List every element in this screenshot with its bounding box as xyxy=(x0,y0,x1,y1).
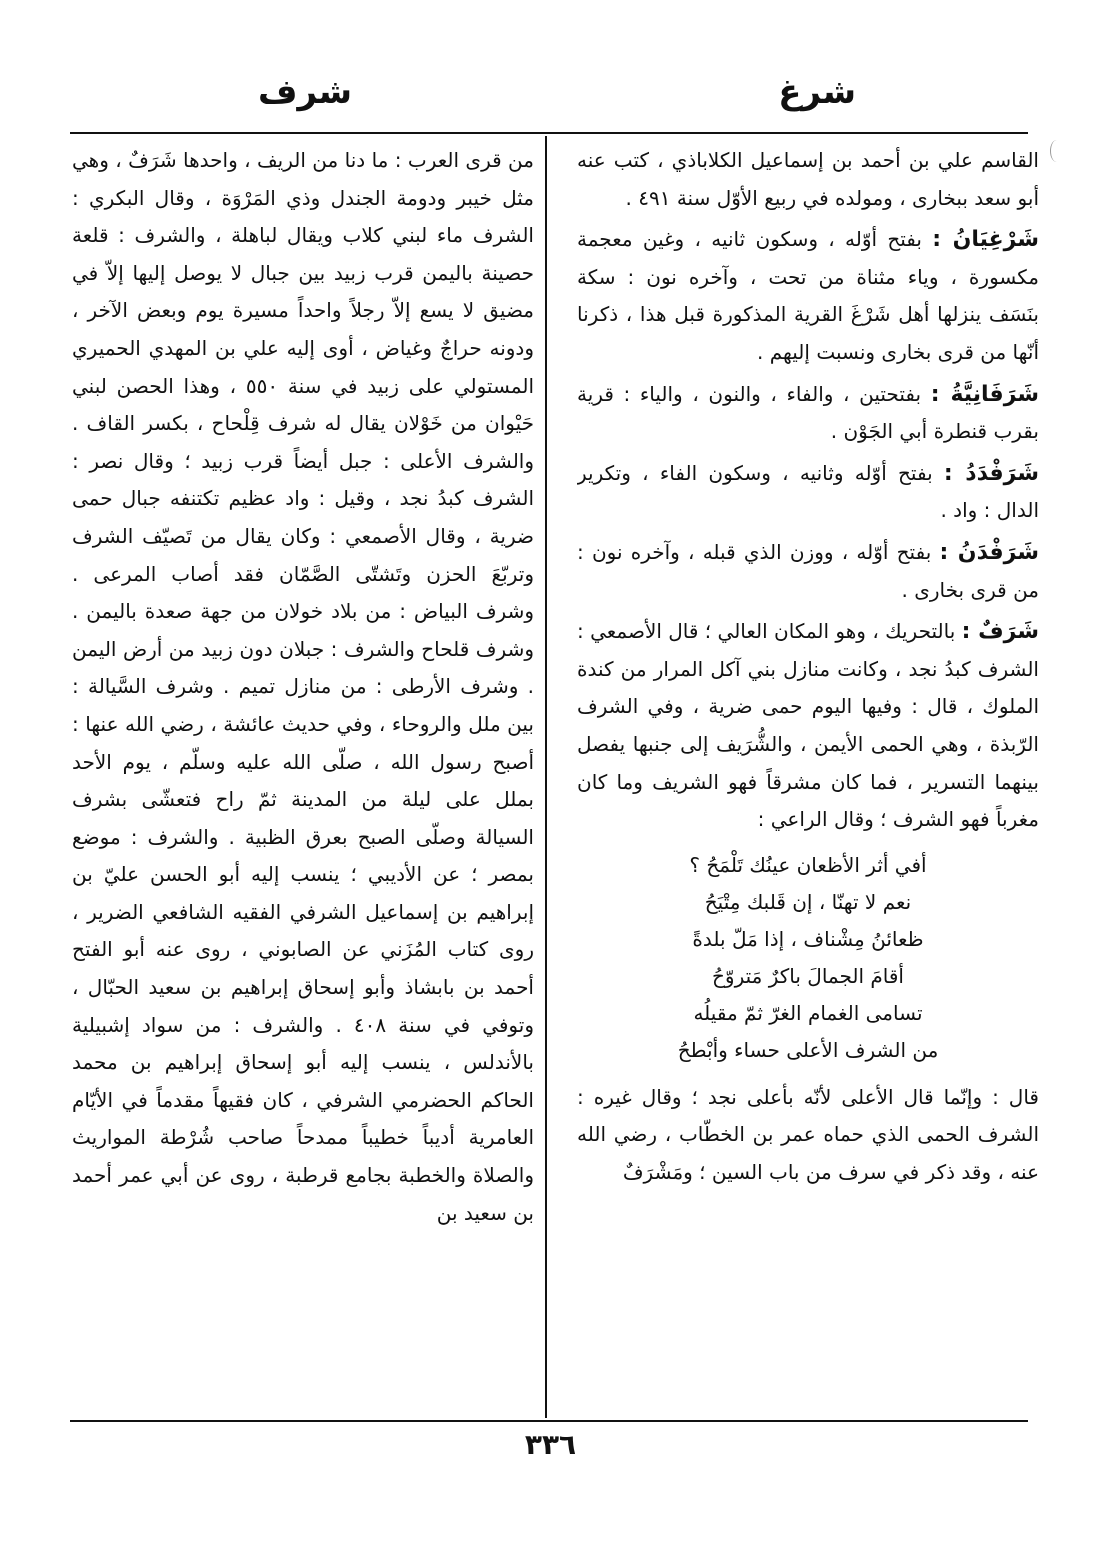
entry-text: بفتح أوّله ، ووزن الذي قبله ، وآخره نون : من قرى بخارى . xyxy=(577,539,1039,602)
margin-mark xyxy=(1050,140,1063,162)
left-column xyxy=(72,142,534,1414)
verse-line: ظعائنُ مِشْناف ، إذا مَلّ بلدةً xyxy=(692,926,924,951)
headword: شَرَفْدَنُ : xyxy=(939,539,1039,565)
entry-sharafdad xyxy=(577,455,1039,530)
page-number: ٣٣٦ xyxy=(524,1428,577,1461)
after-verse-paragraph: قال : وإنّما قال الأعلى لأنّه بأعلى نجد ؛ وقال غيره : الشرف الحمى الذي حماه عمر بن الخطّاب ، رضي الله عنه ، وقد ذكر في سرف من باب السين ؛ ومَشْرَفٌ xyxy=(577,1084,1039,1184)
running-head-right: شرغ xyxy=(778,72,856,112)
column-divider xyxy=(545,136,547,1418)
headword: شَرْغِيَانُ : xyxy=(932,227,1039,253)
headword: شَرَفَانِيَّةُ : xyxy=(930,381,1039,407)
entry-text: بفتح أوّله وثانيه ، وسكون الفاء ، وتكرير الدال : واد . xyxy=(577,460,1039,523)
entry-text: بالتحريك ، وهو المكان العالي ؛ قال الأصمعي : الشرف كبدُ نجد ، وكانت منازل بني آكل المرار من كندة الملوك ، قال : وفيها اليوم حمى ضرية ، وفي الشرف الرّبذة ، وهي الحمى الأيمن ، والشُّرَيف إلى جنبها يفصل بينهما التسرير ، فما كان مشرقاً فهو الشريف وما كان مغرباً فهو الشرف ؛ وقال الراعي : xyxy=(577,619,1039,832)
top-rule xyxy=(70,132,1028,134)
headword: شَرَفْدَدُ : xyxy=(943,460,1039,486)
verse-line: تسامى الغمام الغرّ ثمّ مقيلُه xyxy=(693,1000,923,1025)
entry-text: بفتح أوّله ، وسكون ثانيه ، وغين معجمة مكسورة ، وياء مثناة من تحت ، وآخره نون : سكة بنَسَف ينزلها أهل شَرْغَ القرية المذكورة قبل هذا ، ذكرنا أنّها من قرى بخارى ونسبت إليهم . xyxy=(577,227,1039,364)
bottom-rule xyxy=(70,1420,1028,1422)
verse-line: نعم لا تهنّا ، إن قَلبك مِتْيَحُ xyxy=(704,889,912,914)
verse-line: أقامَ الجمالَ باكرٌ مَتروّحُ xyxy=(712,963,904,988)
entry-sharaf xyxy=(577,613,1039,839)
entry-sharghiyan xyxy=(577,221,1039,371)
right-column xyxy=(577,142,1039,1414)
left-column-text: من قرى العرب : ما دنا من الريف ، واحدها شَرَفٌ ، وهي مثل خيبر ودومة الجندل وذي المَرْوَة ، وقال البكري : الشرف ماء لبني كلاب ويقال لباهلة ، والشرف : قلعة حصينة باليمن قرب زبيد بين جبال لا يوصل إليها إلاّ في مضيق لا يسع إلاّ رجلاً واحداً مسيرة يوم وبعض الآخر ، ودونه حراجٌ وغياض ، أوى إليه علي بن المهدي الحميري المستولي على زبيد في سنة ٥٥٠ ، وهذا الحصن لبني حَيْوان من خَوْلان يقال له شرف قِلْحاح ، بكسر القاف . والشرف الأعلى : جبل أيضاً قرب زبيد ؛ وقال نصر : الشرف كبدُ نجد ، وقيل : واد عظيم تكتنفه جبال حمى ضرية ، وقال الأصمعي : وكان يقال من تَصيّف الشرف وتربّعَ الحزن وتَشتّى الصَّمّان فقد أصاب المرعى . وشرف البياض : من بلاد خولان من جهة صعدة باليمن . وشرف قلحاح والشرف : جبلان دون زبيد من أرض اليمن . وشرف الأرطى : من منازل تميم . وشرف السَّيالة : بين ملل والروحاء ، وفي حديث عائشة ، رضي الله عنها : أصبح رسول الله ، صلّى الله عليه وسلّم ، يوم الأحد بملل على ليلة من المدينة ثمّ راح فتعشّى بشرف السيالة وصلّى الصبح بعرق الظبية . والشرف : موضع بمصر ؛ عن الأديبي ؛ ينسب إليه أبو الحسن عليّ بن إبراهيم بن إسماعيل الشرفي الفقيه الشافعي الضرير ، روى كتاب المُزَني عن الصابوني ، روى عنه أبو الفتح أحمد بن بابشاذ وأبو إسحاق إبراهيم بن سعيد الحبّال ، وتوفي في سنة ٤٠٨ . والشرف : من سواد إشبيلية بالأندلس ، ينسب إليه أبو إسحاق إبراهيم بن محمد الحاكم الحضرمي الشرفي ، كان فقيهاً مقدماً في الأيّام العامرية أديباً خطيباً ممدحاً صاحب شُرْطة المواريث والصلاة والخطبة بجامع قرطبة ، روى عن أبي عمر أحمد بن سعيد بن xyxy=(72,148,534,1225)
entry-sharafaniyya xyxy=(577,376,1039,451)
verse-line: أفي أثر الأظعان عينُك تَلْمَحُ ؟ xyxy=(689,852,927,877)
entry-text: بفتحتين ، والفاء ، والنون ، والياء : قرية بقرب قنطرة أبي الجَوْن . xyxy=(577,381,1039,444)
intro-paragraph: القاسم علي بن أحمد بن إسماعيل الكلاباذي ، كتب عنه أبو سعد ببخارى ، ومولده في ربيع الأوّل سنة ٤٩١ . xyxy=(577,148,1039,210)
verse-line: من الشرف الأعلى حساء وأبْطحُ xyxy=(677,1037,939,1062)
headword: شَرَفٌ : xyxy=(961,619,1039,645)
entry-sharafdan xyxy=(577,534,1039,609)
running-head-left: شرف xyxy=(258,72,353,112)
poem-verse xyxy=(577,847,1039,1069)
